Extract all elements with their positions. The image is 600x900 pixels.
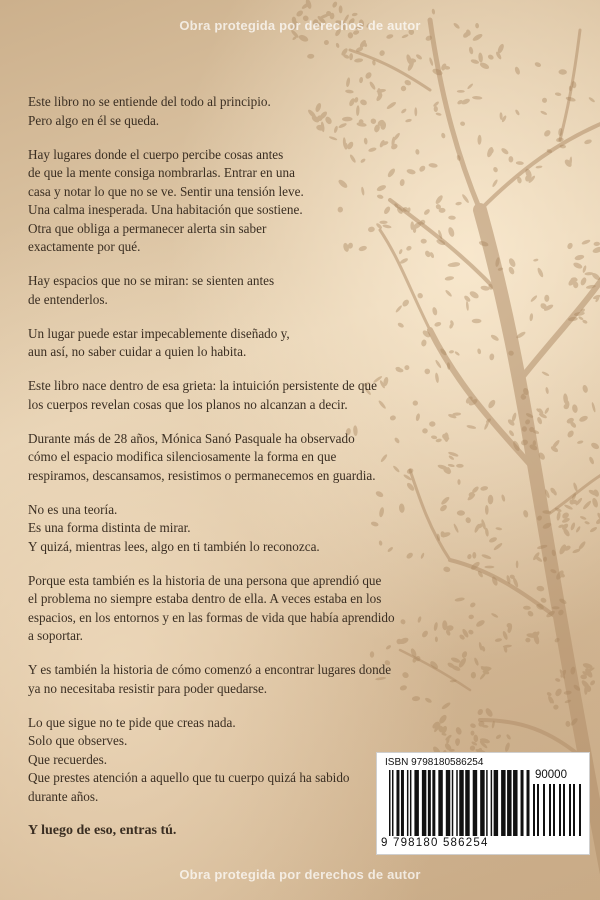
- tree-leaf: [577, 440, 584, 444]
- text-line: Otra que obliga a permanecer alerta sin saber: [28, 220, 267, 236]
- tree-leaf: [534, 61, 542, 68]
- text-line: el problema no siempre estaba dentro de ella. A veces estaba en los: [28, 591, 382, 606]
- text-line: respiramos, descansamos, resistimos o permanecemos en guardia.: [28, 467, 376, 483]
- tree-leaf: [584, 500, 592, 508]
- tree-leaf: [593, 242, 600, 247]
- tree-leaf: [592, 246, 600, 255]
- tree-leaf: [307, 54, 315, 59]
- tree-leaf: [588, 96, 596, 103]
- text-line: Lo que sigue no te pide que creas nada.: [28, 714, 236, 730]
- tree-leaf: [566, 242, 573, 250]
- tree-leaf: [364, 71, 373, 80]
- copyright-watermark-top: Obra protegida por derechos de autor: [179, 18, 421, 33]
- tree-leaf: [345, 77, 350, 87]
- barcode-bar: [396, 770, 399, 836]
- barcode-bar: [456, 770, 457, 836]
- tree-leaf: [431, 8, 435, 14]
- isbn-barcode: [376, 752, 590, 855]
- barcode-bar: [579, 784, 581, 836]
- isbn-label: ISBN 9798180586254: [385, 757, 484, 768]
- barcode-bar: [459, 770, 463, 836]
- tree-leaf: [298, 34, 310, 44]
- tree-leaf: [584, 139, 593, 145]
- tree-leaf: [487, 54, 494, 61]
- tree-leaf: [556, 511, 561, 521]
- barcode-bar: [513, 770, 517, 836]
- barcode-bar: [553, 784, 555, 836]
- text-line: Una calma inesperada. Una habitación que sostiene.: [28, 202, 303, 217]
- tree-leaf: [590, 441, 600, 450]
- text-line: ya no necesitaba resistir para poder quedarse.: [28, 680, 268, 696]
- barcode-bar: [559, 784, 561, 836]
- text-line: Y quizá, mientras lees, algo en ti también lo reconozca.: [28, 538, 320, 554]
- paragraph-9: [28, 661, 548, 698]
- barcode-bar: [507, 770, 511, 836]
- tree-leaf: [470, 58, 479, 64]
- back-cover-text: [28, 93, 548, 856]
- barcode-bar: [414, 770, 418, 836]
- tree-leaf: [582, 265, 587, 273]
- tree-leaf: [581, 239, 591, 246]
- text-line: Este libro no se entiende del todo al principio.: [28, 94, 271, 109]
- paragraph-7: [28, 501, 548, 557]
- text-line: a soportar.: [28, 628, 83, 643]
- barcode-bar: [446, 770, 450, 836]
- barcode-bar: [486, 770, 487, 836]
- barcode-bar: [563, 784, 565, 836]
- tree-leaf: [479, 61, 490, 70]
- tree-leaf: [553, 704, 560, 710]
- barcode-bar: [537, 784, 539, 836]
- paragraph-4: [28, 325, 548, 362]
- tree-leaf: [429, 57, 434, 66]
- barcode-bar: [422, 770, 426, 836]
- barcode-bar: [401, 770, 404, 836]
- barcode-bar: [494, 770, 498, 836]
- tree-leaf: [589, 679, 596, 686]
- tree-leaf: [570, 522, 576, 531]
- tree-leaf: [401, 34, 409, 39]
- tree-leaf: [572, 261, 583, 269]
- barcode-bar: [438, 770, 442, 836]
- tree-branch: [560, 30, 580, 140]
- text-line: espacios, en los entornos y en las formas de vida que había aprendido: [28, 609, 395, 625]
- tree-leaf: [354, 58, 363, 63]
- text-line: Y es también la historia de cómo comenzó a encontrar lugares donde: [28, 662, 392, 677]
- text-line: Hay espacios que no se miran: se sienten antes: [28, 273, 275, 288]
- tree-leaf: [295, 9, 304, 17]
- barcode-bar: [543, 784, 545, 836]
- barcode-bar: [407, 770, 408, 836]
- tree-leaf: [580, 515, 587, 520]
- tree-leaf: [591, 402, 596, 413]
- barcode-bar: [452, 770, 453, 836]
- tree-leaf: [555, 678, 561, 683]
- barcode-bar: [491, 770, 492, 836]
- text-line: Que recuerdes.: [28, 751, 108, 767]
- barcode-bar: [410, 770, 411, 836]
- barcode-bar: [573, 784, 575, 836]
- text-line: Porque esta también es la historia de una persona que aprendió que: [28, 572, 382, 588]
- barcode-bar: [501, 770, 505, 836]
- tree-leaf: [574, 254, 585, 261]
- tree-leaf: [400, 85, 408, 93]
- barcode-bar: [465, 770, 469, 836]
- tree-leaf: [369, 81, 377, 91]
- text-line: los cuerpos revelan cosas que los planos no alcanzan a decir.: [28, 396, 348, 412]
- text-line: Es una forma distinta de mirar.: [28, 520, 191, 535]
- tree-leaf: [566, 429, 575, 438]
- text-line: durante años.: [28, 788, 99, 804]
- barcode-bar: [428, 770, 431, 836]
- tree-leaf: [584, 521, 590, 526]
- text-line: de que la mente consiga nombrarlas. Entrar en una: [28, 165, 295, 180]
- tree-leaf: [589, 526, 598, 533]
- barcode-bar: [392, 770, 393, 836]
- barcode-bar: [569, 784, 571, 836]
- tree-leaf: [565, 721, 571, 728]
- barcode-bars-addon: [533, 784, 583, 836]
- barcode-bar: [533, 784, 535, 836]
- text-line: Solo que observes.: [28, 733, 128, 748]
- text-line: Durante más de 28 años, Mónica Sanó Pasquale ha observado: [28, 430, 355, 446]
- tree-leaf: [580, 277, 588, 287]
- tree-leaf: [554, 687, 563, 697]
- tree-leaf: [386, 33, 394, 39]
- text-line: Hay lugares donde el cuerpo percibe cosas antes: [28, 146, 284, 162]
- tree-leaf: [591, 497, 599, 508]
- barcode-bar: [521, 770, 524, 836]
- closing-line: Y luego de eso, entras tú.: [28, 822, 177, 838]
- paragraph-5: [28, 377, 548, 414]
- barcode-bar: [432, 770, 435, 836]
- tree-leaf: [555, 92, 562, 96]
- text-line: Pero algo en él se queda.: [28, 112, 160, 128]
- paragraph-6: [28, 430, 548, 486]
- text-line: cómo el espacio modifica silenciosamente la forma en que: [28, 449, 337, 464]
- tree-leaf: [575, 526, 581, 533]
- tree-leaf: [415, 53, 423, 60]
- text-line: Este libro nace dentro de esa grieta: la intuición persistente de que: [28, 378, 377, 393]
- tree-leaf: [564, 504, 574, 511]
- tree-leaf: [349, 53, 353, 60]
- text-line: No es una teoría.: [28, 501, 118, 517]
- tree-leaf: [335, 42, 340, 48]
- tree-leaf: [323, 39, 330, 46]
- text-line: exactamente por qué.: [28, 239, 141, 254]
- paragraph-1: [28, 93, 548, 130]
- tree-leaf: [359, 77, 364, 84]
- tree-leaf: [578, 316, 584, 321]
- tree-leaf: [588, 456, 595, 465]
- tree-leaf: [378, 49, 385, 57]
- tree-leaf: [572, 482, 578, 492]
- isbn-digits: 9 798180 586254: [381, 837, 489, 849]
- tree-leaf: [472, 33, 484, 43]
- tree-leaf: [467, 83, 474, 90]
- text-line: casa y notar lo que no se ve. Sentir una tensión leve.: [28, 183, 304, 199]
- tree-leaf: [578, 415, 588, 423]
- tree-leaf: [348, 32, 354, 38]
- barcode-bars-main: [389, 770, 531, 836]
- copyright-watermark-bottom: Obra protegida por derechos de autor: [179, 867, 421, 882]
- text-line: Que prestes atención a aquello que tu cuerpo quizá ha sabido: [28, 770, 350, 785]
- barcode-bar: [480, 770, 484, 836]
- paragraph-2: [28, 146, 548, 257]
- tree-leaf: [478, 52, 483, 63]
- tree-leaf: [468, 46, 473, 54]
- tree-leaf: [339, 5, 343, 13]
- tree-leaf: [352, 12, 358, 16]
- paragraph-8: [28, 572, 548, 646]
- barcode-bar: [473, 770, 477, 836]
- tree-leaf: [558, 69, 567, 75]
- tree-leaf: [514, 66, 521, 75]
- tree-leaf: [331, 1, 338, 9]
- paragraph-3: [28, 272, 548, 309]
- text-line: aun así, no saber cuidar a quien lo habita.: [28, 344, 247, 359]
- barcode-bar: [527, 770, 530, 836]
- tree-leaf: [404, 79, 412, 86]
- text-line: Un lugar puede estar impecablemente diseñado y,: [28, 325, 290, 341]
- barcode-bar: [549, 784, 551, 836]
- text-line: de entenderlos.: [28, 291, 108, 307]
- barcode-bar: [389, 770, 390, 836]
- tree-leaf: [582, 384, 589, 393]
- tree-leaf: [571, 404, 578, 413]
- price-code: 90000: [535, 769, 567, 781]
